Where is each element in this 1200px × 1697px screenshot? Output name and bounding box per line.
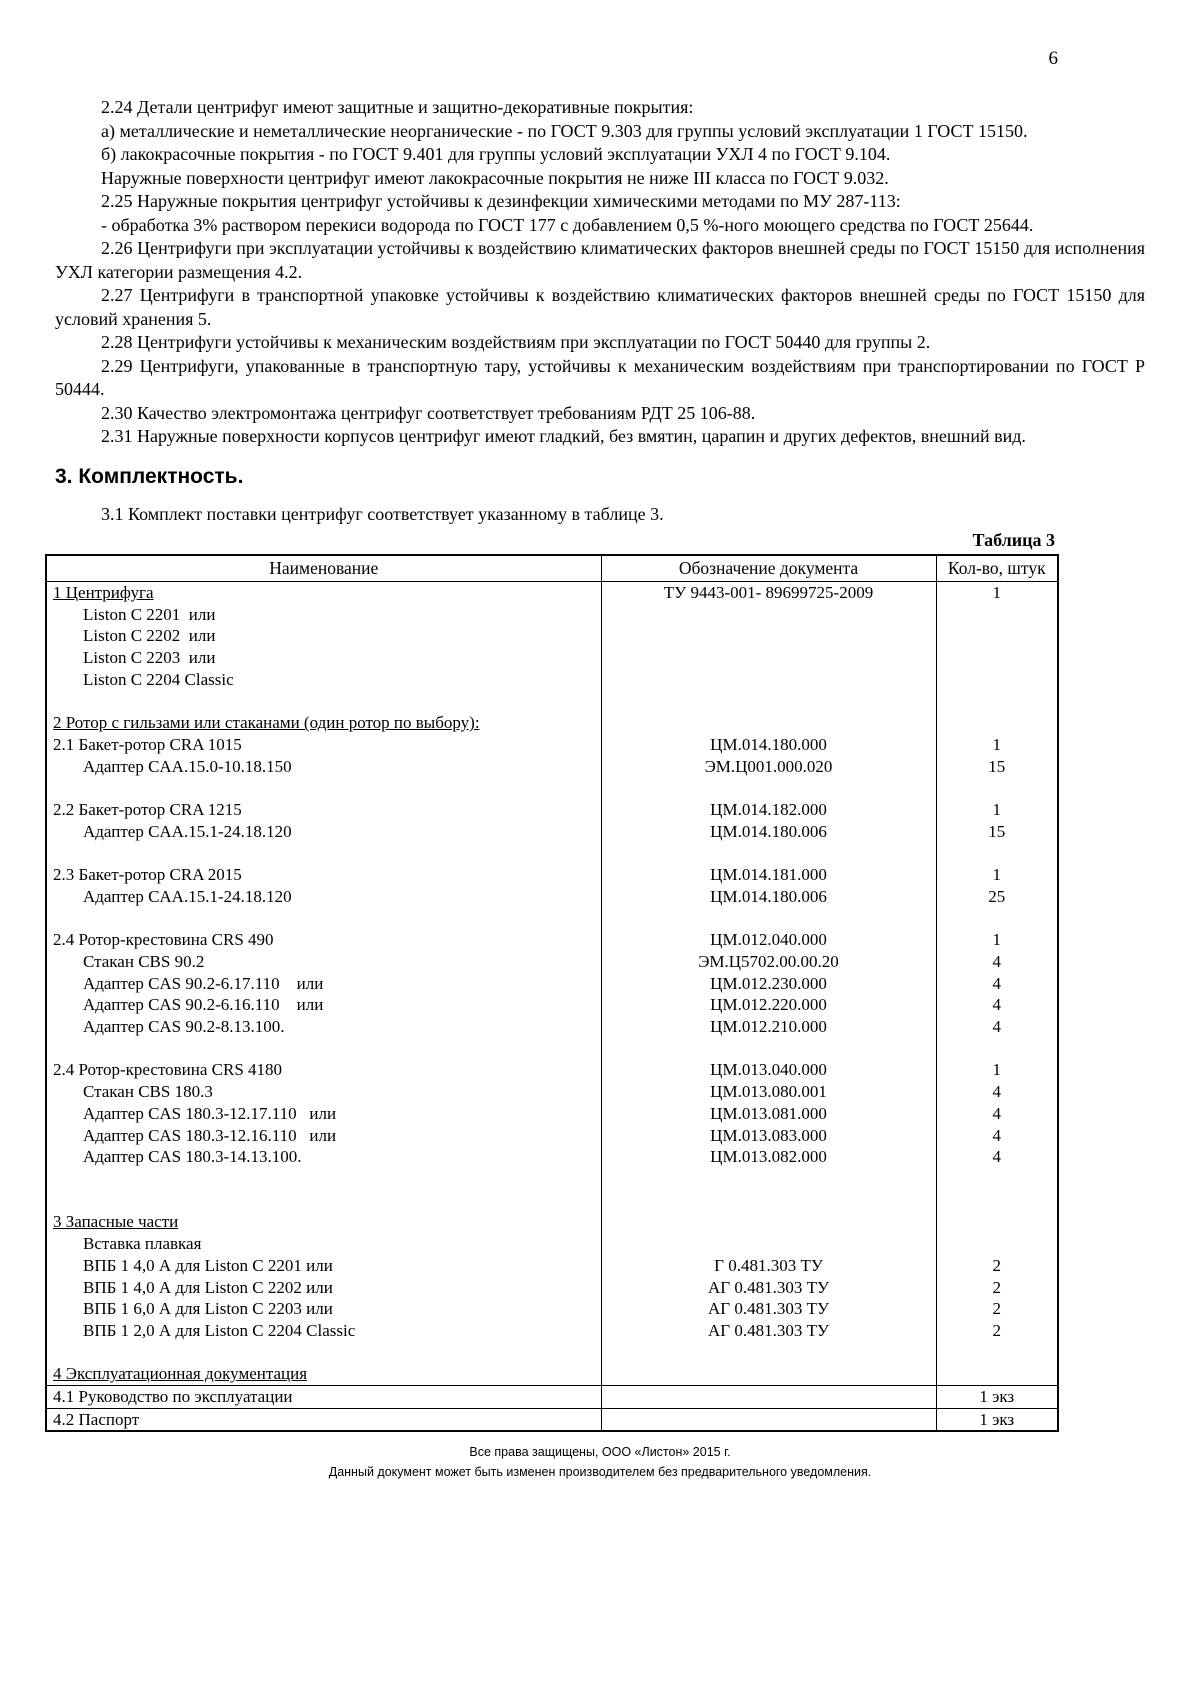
cell-qty: 4	[992, 1082, 1001, 1102]
section-intro: 3.1 Комплект поставки центрифуг соответствует указанному в таблице 3.	[101, 503, 664, 524]
item-label: ВПБ 1 2,0 А для Liston C 2204 Classic	[83, 1320, 356, 1340]
cell-name	[46, 1081, 601, 1103]
cell-doc	[601, 1408, 936, 1431]
table-row	[46, 1081, 1058, 1103]
table-row	[46, 1146, 1058, 1168]
cell-doc: Г 0.481.303 ТУ	[601, 1255, 936, 1277]
item-label: 2.4 Ротор-крестовина CRS 490	[53, 930, 274, 950]
table-row	[46, 864, 1058, 886]
cell-doc	[601, 1363, 936, 1385]
item-label: Стакан CBS 180.3	[83, 1082, 213, 1102]
cell-doc	[601, 1038, 936, 1060]
item-label	[53, 1169, 57, 1188]
cell-doc: АГ 0.481.303 ТУ	[601, 1277, 936, 1299]
cell-name	[46, 929, 601, 951]
cell-name	[46, 842, 601, 864]
paragraph: 2.31 Наружные поверхности корпусов центрифуг имеют гладкий, без вмятин, царапин и других дефектов, внешний вид.	[101, 426, 1026, 446]
cell-doc	[601, 1168, 936, 1190]
paragraph: 2.28 Центрифуги устойчивы к механическим воздействиям при эксплуатации по ГОСТ 50440 для группы 2.	[101, 332, 931, 352]
cell-doc	[601, 1386, 936, 1409]
cell-qty	[936, 842, 1058, 864]
table-row	[46, 1408, 1058, 1431]
item-label: 2.2 Бакет-ротор CRA 1215	[53, 800, 242, 820]
item-label: Стакан CBS 90.2	[83, 951, 205, 971]
cell-doc	[601, 1233, 936, 1255]
cell-doc: ЦМ.012.040.000	[601, 929, 936, 951]
section-heading: 3. Комплектность.	[55, 464, 244, 488]
cell-qty: 15	[988, 821, 1006, 841]
table-row	[46, 908, 1058, 930]
cell-name	[46, 669, 601, 691]
cell-name	[46, 734, 601, 756]
cell-qty	[936, 669, 1058, 691]
table-row	[46, 647, 1058, 669]
item-label: Адаптер CAS 90.2-6.16.110 или	[83, 995, 324, 1015]
cell-doc	[601, 777, 936, 799]
cell-qty	[936, 604, 1058, 626]
item-label: Адаптер CAS 180.3-14.13.100.	[83, 1147, 302, 1167]
table-body	[46, 582, 1058, 1432]
cell-name	[46, 1408, 601, 1431]
cell-doc: ЦМ.013.081.000	[601, 1103, 936, 1125]
cell-name	[46, 604, 601, 626]
table-row	[46, 994, 1058, 1016]
footer-disclaimer: Данный документ может быть изменен производителем без предварительного уведомления.	[328, 1465, 872, 1480]
item-label: Liston C 2201 или	[83, 604, 216, 624]
cell-qty: 1	[992, 583, 1001, 602]
item-label: Адаптер CAA.15.0-10.18.150	[83, 756, 292, 776]
paragraph: 2.30 Качество электромонтажа центрифуг соответствует требованиям РДТ 25 106-88.	[101, 402, 756, 423]
cell-doc: ЦМ.012.230.000	[601, 973, 936, 995]
table-row	[46, 951, 1058, 973]
cell-name	[46, 1363, 601, 1385]
cell-doc: ЦМ.013.080.001	[601, 1081, 936, 1103]
cell-name	[46, 647, 601, 669]
cell-name	[46, 756, 601, 778]
cell-doc: ЭМ.Ц5702.00.00.20	[601, 951, 936, 973]
page-number: 6	[1048, 48, 1058, 69]
cell-doc: ЦМ.013.083.000	[601, 1125, 936, 1147]
cell-name	[46, 821, 601, 843]
item-label: Liston C 2204 Classic	[83, 669, 234, 689]
cell-qty	[936, 1168, 1058, 1190]
item-label: ВПБ 1 4,0 А для Liston C 2201 или	[83, 1255, 333, 1275]
table-row	[46, 886, 1058, 908]
item-label	[53, 1191, 57, 1210]
cell-doc: ЦМ.014.181.000	[601, 864, 936, 886]
paragraph: Наружные поверхности центрифуг имеют лакокрасочные покрытия не ниже III класса по ГОСТ 9.032.	[101, 167, 889, 188]
cell-qty	[936, 1038, 1058, 1060]
cell-qty: 2	[992, 1255, 1001, 1275]
cell-name	[46, 1103, 601, 1125]
table-row	[46, 756, 1058, 778]
cell-doc	[601, 647, 936, 669]
cell-name	[46, 1059, 601, 1081]
cell-doc	[601, 842, 936, 864]
cell-qty	[936, 712, 1058, 734]
table-row	[46, 582, 1058, 604]
cell-name	[46, 973, 601, 995]
table-row	[46, 712, 1058, 734]
cell-doc: ЦМ.014.180.006	[601, 886, 936, 908]
footer-copyright: Все права защищены, ООО «Листон» 2015 г.	[469, 1445, 731, 1460]
cell-qty: 1	[992, 930, 1001, 950]
table-row	[46, 1125, 1058, 1147]
cell-name	[46, 1211, 601, 1233]
item-label: Адаптер CAA.15.1-24.18.120	[83, 821, 292, 841]
table-row	[46, 1059, 1058, 1081]
cell-doc	[601, 625, 936, 647]
table-row	[46, 604, 1058, 626]
table-row	[46, 929, 1058, 951]
cell-qty: 15	[988, 756, 1006, 776]
cell-doc: ТУ 9443-001- 89699725-2009	[601, 582, 936, 604]
table-row	[46, 842, 1058, 864]
table-row	[46, 734, 1058, 756]
table-row	[46, 1038, 1058, 1060]
section-label: 2 Ротор с гильзами или стаканами (один ротор по выбору):	[53, 713, 480, 733]
cell-doc: ЦМ.012.220.000	[601, 994, 936, 1016]
cell-doc: ЦМ.013.082.000	[601, 1146, 936, 1168]
item-label: Адаптер CAS 90.2-6.17.110 или	[83, 973, 324, 993]
table-block	[45, 528, 1057, 1432]
col-header-name: Наименование	[46, 555, 601, 582]
item-label: 2.3 Бакет-ротор CRA 2015	[53, 865, 242, 885]
cell-qty	[936, 1342, 1058, 1364]
paragraph: б) лакокрасочные покрытия - по ГОСТ 9.401 для группы условий эксплуатации УХЛ 4 по ГОСТ 9.104.	[101, 144, 891, 164]
item-label	[53, 843, 57, 862]
cell-name	[46, 691, 601, 713]
cell-qty	[936, 647, 1058, 669]
paragraph: 2.24 Детали центрифуг имеют защитные и защитно-декоративные покрытия:	[101, 97, 694, 117]
item-label	[53, 909, 57, 928]
cell-qty: 2	[992, 1320, 1001, 1340]
cell-qty: 4	[992, 1017, 1001, 1037]
table-row	[46, 799, 1058, 821]
cell-doc	[601, 1211, 936, 1233]
cell-qty: 2	[992, 1299, 1001, 1319]
cell-name	[46, 625, 601, 647]
col-header-doc: Обозначение документа	[601, 555, 936, 582]
cell-qty	[936, 625, 1058, 647]
cell-qty: 1	[992, 800, 1001, 820]
item-label: 2.4 Ротор-крестовина CRS 4180	[53, 1060, 283, 1080]
cell-name	[46, 994, 601, 1016]
item-label: 2.1 Бакет-ротор CRA 1015	[53, 734, 242, 754]
cell-doc	[601, 1190, 936, 1212]
cell-qty	[936, 691, 1058, 713]
cell-name	[46, 1146, 601, 1168]
cell-doc: ЭМ.Ц001.000.020	[601, 756, 936, 778]
cell-doc: ЦМ.014.180.006	[601, 821, 936, 843]
table-row	[46, 973, 1058, 995]
item-label: 4.2 Паспорт	[53, 1409, 140, 1429]
cell-name	[46, 1342, 601, 1364]
page-footer	[55, 1442, 1145, 1482]
cell-qty	[936, 1233, 1058, 1255]
cell-doc: ЦМ.012.210.000	[601, 1016, 936, 1038]
cell-qty: 25	[988, 886, 1006, 906]
table-row	[46, 625, 1058, 647]
table-row	[46, 1103, 1058, 1125]
table-row	[46, 1168, 1058, 1190]
item-label: Адаптер CAS 180.3-12.16.110 или	[83, 1125, 337, 1145]
cell-qty	[936, 1211, 1058, 1233]
cell-doc	[601, 669, 936, 691]
table-row	[46, 1342, 1058, 1364]
cell-name	[46, 951, 601, 973]
cell-qty: 4	[992, 1103, 1001, 1123]
table-row	[46, 691, 1058, 713]
cell-name	[46, 777, 601, 799]
item-label: Liston C 2202 или	[83, 626, 216, 646]
section-label: 1 Центрифуга	[53, 583, 154, 602]
cell-name	[46, 1038, 601, 1060]
cell-name	[46, 1168, 601, 1190]
item-label	[53, 778, 57, 797]
table-row	[46, 1190, 1058, 1212]
cell-qty: 4	[992, 995, 1001, 1015]
cell-doc: АГ 0.481.303 ТУ	[601, 1298, 936, 1320]
table-row	[46, 1320, 1058, 1342]
cell-doc	[601, 1342, 936, 1364]
cell-qty	[936, 908, 1058, 930]
cell-name	[46, 1233, 601, 1255]
table-row	[46, 777, 1058, 799]
item-label: ВПБ 1 4,0 А для Liston C 2202 или	[83, 1277, 333, 1297]
table-row	[46, 1016, 1058, 1038]
paragraph: - обработка 3% раствором перекиси водорода по ГОСТ 177 с добавлением 0,5 %-ного моющего средства по ГОСТ 25644.	[101, 214, 1034, 235]
cell-doc: АГ 0.481.303 ТУ	[601, 1320, 936, 1342]
table-row	[46, 1255, 1058, 1277]
cell-doc	[601, 604, 936, 626]
table-row	[46, 1233, 1058, 1255]
table-header-row	[46, 555, 1058, 582]
cell-name	[46, 1125, 601, 1147]
cell-name	[46, 1277, 601, 1299]
paragraph: а) металлические и неметаллические неорганические - по ГОСТ 9.303 для группы условий эксплуатации 1 ГОСТ 15150.	[101, 120, 1028, 141]
item-label: Адаптер CAS 180.3-12.17.110 или	[83, 1103, 337, 1123]
paragraph: 2.26 Центрифуги при эксплуатации устойчивы к воздействию климатических факторов внешней среды по ГОСТ 15150 для исполнения УХЛ категории размещения 4.2.	[55, 238, 1145, 282]
paragraph: 2.27 Центрифуги в транспортной упаковке устойчивы к воздействию климатических факторов внешней среды по ГОСТ 15150 для условий хранения 5.	[55, 285, 1145, 329]
item-label: Liston C 2203 или	[83, 648, 216, 668]
col-header-qty: Кол-во, штук	[936, 555, 1058, 582]
cell-qty	[936, 1190, 1058, 1212]
cell-qty: 1 экз	[936, 1386, 1058, 1409]
cell-name	[46, 908, 601, 930]
table-row	[46, 1386, 1058, 1409]
cell-name	[46, 799, 601, 821]
cell-qty: 2	[992, 1277, 1001, 1297]
cell-name	[46, 1298, 601, 1320]
cell-name	[46, 712, 601, 734]
table-row	[46, 821, 1058, 843]
cell-name	[46, 582, 601, 604]
item-label: Адаптер CAA.15.1-24.18.120	[83, 886, 292, 906]
cell-qty: 1	[992, 1060, 1001, 1080]
cell-name	[46, 1016, 601, 1038]
table-caption: Таблица 3	[972, 530, 1055, 550]
table-row	[46, 1298, 1058, 1320]
section-label: 3 Запасные части	[53, 1212, 179, 1232]
cell-name	[46, 864, 601, 886]
cell-doc	[601, 712, 936, 734]
cell-qty	[936, 1363, 1058, 1385]
cell-name	[46, 1320, 601, 1342]
item-label: Адаптер CAS 90.2-8.13.100.	[83, 1017, 285, 1037]
cell-qty: 4	[992, 1125, 1001, 1145]
cell-qty: 1	[992, 865, 1001, 885]
item-label: ВПБ 1 6,0 А для Liston C 2203 или	[83, 1299, 333, 1319]
cell-doc: ЦМ.013.040.000	[601, 1059, 936, 1081]
cell-qty: 1	[992, 734, 1001, 754]
cell-name	[46, 1255, 601, 1277]
table-row	[46, 669, 1058, 691]
cell-doc	[601, 908, 936, 930]
cell-qty: 4	[992, 1147, 1001, 1167]
item-label	[53, 1343, 57, 1362]
item-label	[53, 692, 57, 711]
table-row	[46, 1277, 1058, 1299]
item-label: Вставка плавкая	[83, 1234, 202, 1254]
cell-qty	[936, 777, 1058, 799]
table-row	[46, 1211, 1058, 1233]
item-label: 4.1 Руководство по эксплуатации	[53, 1387, 293, 1407]
cell-qty: 4	[992, 951, 1001, 971]
cell-qty: 4	[992, 973, 1001, 993]
cell-name	[46, 1190, 601, 1212]
paragraph: 2.25 Наружные покрытия центрифуг устойчивы к дезинфекции химическими методами по МУ 287-113:	[101, 191, 901, 211]
cell-doc: ЦМ.014.180.000	[601, 734, 936, 756]
item-label	[53, 1039, 57, 1058]
cell-name	[46, 1386, 601, 1409]
components-table	[45, 554, 1059, 1432]
table-row	[46, 1363, 1058, 1385]
body-paragraphs	[55, 96, 1145, 449]
cell-name	[46, 886, 601, 908]
cell-qty: 1 экз	[936, 1408, 1058, 1431]
cell-doc	[601, 691, 936, 713]
cell-doc: ЦМ.014.182.000	[601, 799, 936, 821]
paragraph: 2.29 Центрифуги, упакованные в транспортную тару, устойчивы к механическим воздействиям при транспортировании по ГОСТ Р 50444.	[55, 355, 1145, 399]
section-label: 4 Эксплуатационная документация	[53, 1364, 308, 1384]
